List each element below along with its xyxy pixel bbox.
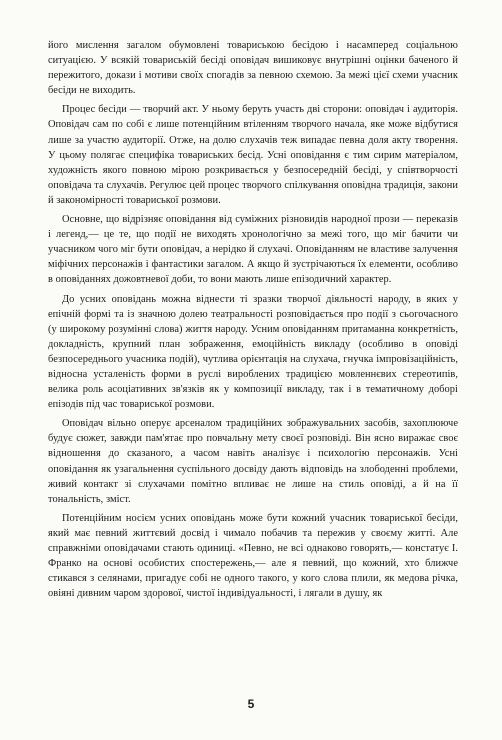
- paragraph: Потенційним носієм усних оповідань може бути кожний учасник товариської бесіди, який має певний життєвий досвід і чимало побачив та пережив у своєму житті. Але справжніми оповідачами стають одиниці. «Певно, не всі однаково говорять,— констатує І. Франко на основі особистих спостережень,— але я певний, що кожний, хто ближче стикався з селянами, пригадує собі не одного такого, у кого слова плили, як медова річка, овіяні дивним чаром здорової, чистої індивідуальності, і лягали в душу, як: [48, 512, 458, 600]
- paragraph: Оповідач вільно оперує арсеналом традиційних зображувальних засобів, захоплююче будує сюжет, завжди пам'ятає про повчальну мету своєї розповіді. Він ясно виражає своє відношення до сказаного, а часом навіть аналізує і психологію персонажів. Усні оповідання як узагальнення суспільного досвіду дають відповідь на злободенні проблеми, живий контакт зі слухачами помітно впливає не лише на стиль оповіді, а й на її тональність, зміст.: [48, 418, 458, 505]
- paragraph: Процес бесіди — творчий акт. У ньому беруть участь дві сторони: оповідач і аудиторія. Оповідач сам по собі є лише потенційним втіленням творчого начала, яке може відбутися лише за участю аудиторії. Отже, на долю слухачів теж випадає певна доля акту творення. У цьому полягає специфіка товариських бесід. Усні оповідання є тим сирим матеріалом, художність якого повною мірою розкривається у безпосередній бесіді, у співтворчості оповідача та слухачів. Регулює цей процес творчого спілкування оповідна традиція, закони й закономірності товариської розмови.: [48, 104, 458, 206]
- paragraph: Основне, що відрізняє оповідання від суміжних різновидів народної прози — переказів і легенд,— це те, що події не виходять хронологічно за межі того, що міг бачити чи учасником чого міг бути оповідач, а нерідко й слухачі. Оповіданням не властиве залучення міфічних персонажів і фантастики загалом. А якщо й зустрічаються їх елементи, особливо в оповіданнях дожовтневої доби, то вони мають лише епізодичний характер.: [48, 214, 458, 286]
- page-number: 5: [247, 697, 255, 711]
- paragraph: До усних оповідань можна віднести ті зразки творчої діяльності народу, в яких у епічній формі та із значною долею театральності розповідається про події з сьогочасного (у широкому розумінні слова) життя народу. Усним оповіданням притаманна конкретність, докладність, крупний план зображення, емоційність викладу (особливо в оповіді безпосереднього учасника подій), чутлива орієнтація на слухача, гнучка імпровізаційність, відносна усталеність форми в руслі вироблених традицією мовленнєвих стереотипів, велика роль асоціативних зв'язків як у композиції викладу, так і в тематичному доборі епізодів під час товариської розмови.: [48, 293, 458, 411]
- paragraph: його мислення загалом обумовлені товариською бесідою і насамперед соціальною ситуацією. У всякій товариській бесіді оповідач вишиковує внутрішні оцінки баченого й пережитого, докази і мотиви своїх спогадів за певною схемою. За межі цієї схеми учасник бесіди не виходить.: [48, 40, 458, 97]
- body-text: [48, 38, 458, 605]
